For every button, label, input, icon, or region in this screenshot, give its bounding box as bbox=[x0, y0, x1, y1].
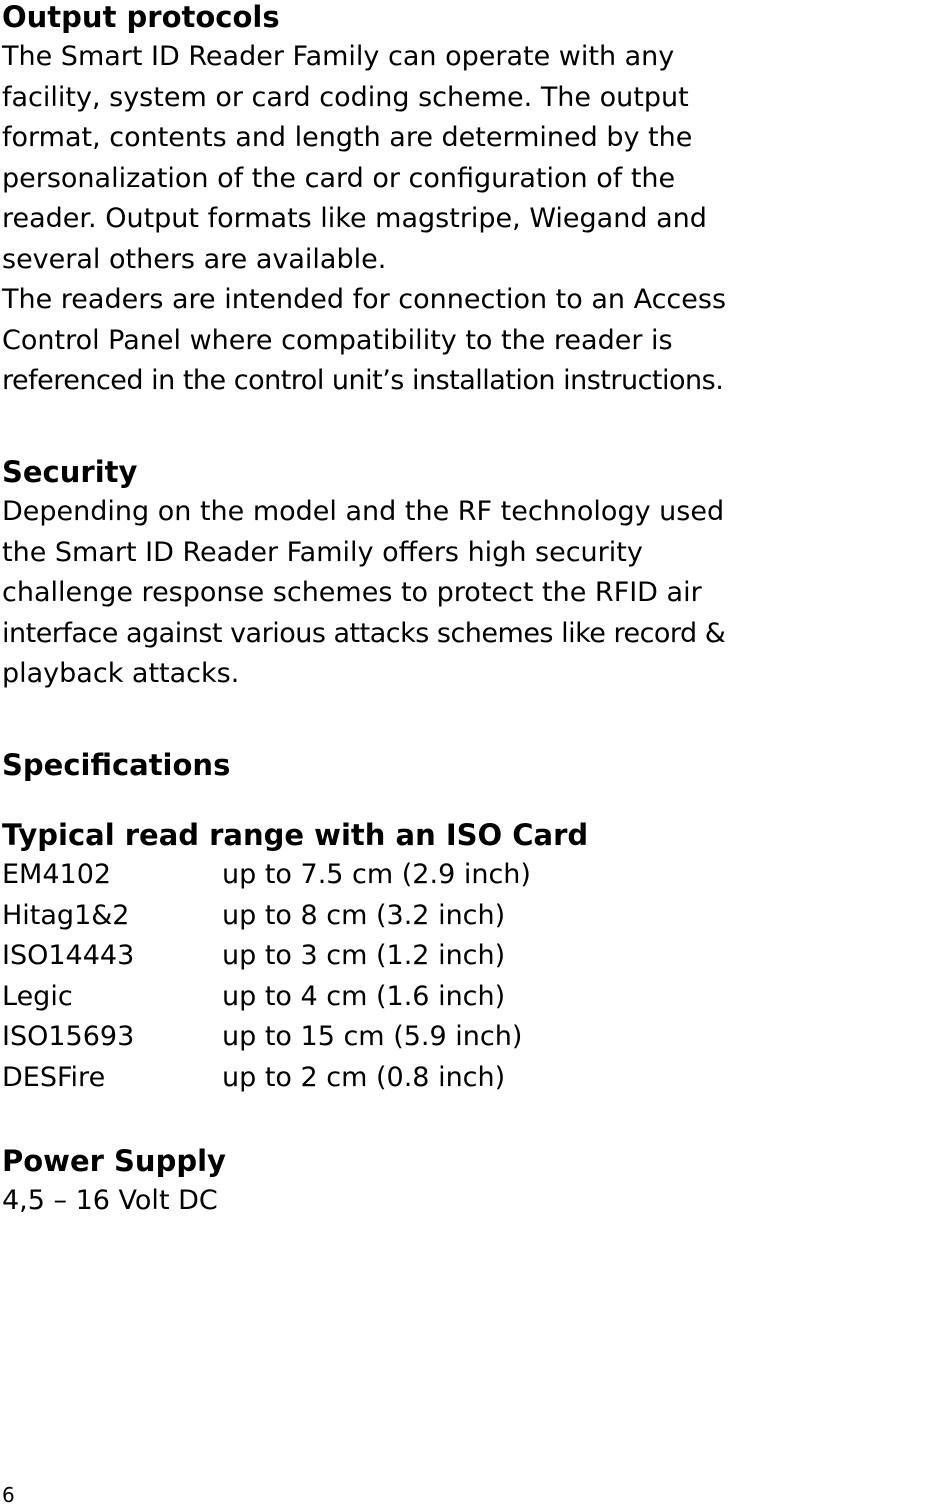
output-protocols-heading: Output protocols bbox=[2, 0, 280, 34]
read-range-section bbox=[2, 815, 588, 1098]
card-type: ISO14443 bbox=[2, 940, 135, 971]
table-row bbox=[2, 896, 531, 937]
output-protocols-line: several others are available. bbox=[2, 243, 387, 275]
read-range-heading: Typical read range with an ISO Card bbox=[2, 818, 589, 852]
table-row bbox=[2, 977, 531, 1018]
output-protocols-section bbox=[2, 0, 726, 402]
power-supply-heading: Power Supply bbox=[2, 1144, 226, 1178]
read-range-value: up to 3 cm (1.2 inch) bbox=[222, 940, 506, 971]
security-line: the Smart ID Reader Family offers high security bbox=[2, 536, 643, 568]
card-type: Legic bbox=[2, 980, 73, 1012]
read-range-value: up to 4 cm (1.6 inch) bbox=[222, 980, 506, 1012]
card-type: DESFire bbox=[2, 1061, 106, 1093]
output-protocols-line: referenced in the control unit’s installation instructions. bbox=[2, 365, 724, 396]
output-protocols-line: reader. Output formats like magstripe, Wiegand and bbox=[2, 203, 707, 234]
specifications-heading: Specifications bbox=[2, 748, 231, 782]
card-type: EM4102 bbox=[2, 859, 112, 890]
security-section bbox=[2, 452, 725, 695]
output-protocols-line: format, contents and length are determined by the bbox=[2, 122, 693, 153]
security-heading: Security bbox=[2, 455, 138, 489]
security-line: Depending on the model and the RF technology used bbox=[2, 496, 725, 527]
table-row bbox=[2, 855, 531, 896]
output-protocols-line: The Smart ID Reader Family can operate with any bbox=[2, 41, 675, 72]
read-range-table bbox=[2, 855, 531, 1098]
security-line: challenge response schemes to protect the RFID air bbox=[2, 577, 702, 608]
power-supply-value: 4,5 – 16 Volt DC bbox=[2, 1185, 218, 1216]
output-protocols-line: personalization of the card or configuration of the bbox=[2, 162, 676, 194]
output-protocols-line: facility, system or card coding scheme. The output bbox=[2, 81, 689, 113]
read-range-value: up to 15 cm (5.9 inch) bbox=[222, 1021, 523, 1052]
table-row bbox=[2, 1058, 531, 1099]
power-supply-section bbox=[2, 1141, 226, 1222]
output-protocols-line: Control Panel where compatibility to the reader is bbox=[2, 324, 673, 356]
card-type: Hitag1&2 bbox=[2, 899, 130, 931]
output-protocols-line: The readers are intended for connection to an Access bbox=[2, 284, 727, 315]
card-type: ISO15693 bbox=[2, 1021, 135, 1052]
table-row bbox=[2, 936, 531, 977]
page-number: 6 bbox=[2, 1483, 15, 1507]
read-range-value: up to 7.5 cm (2.9 inch) bbox=[222, 859, 531, 890]
security-line: playback attacks. bbox=[2, 658, 240, 689]
read-range-value: up to 2 cm (0.8 inch) bbox=[222, 1061, 506, 1093]
table-row bbox=[2, 1017, 531, 1058]
read-range-value: up to 8 cm (3.2 inch) bbox=[222, 899, 506, 931]
security-line: interface against various attacks schemes like record & bbox=[2, 617, 726, 649]
